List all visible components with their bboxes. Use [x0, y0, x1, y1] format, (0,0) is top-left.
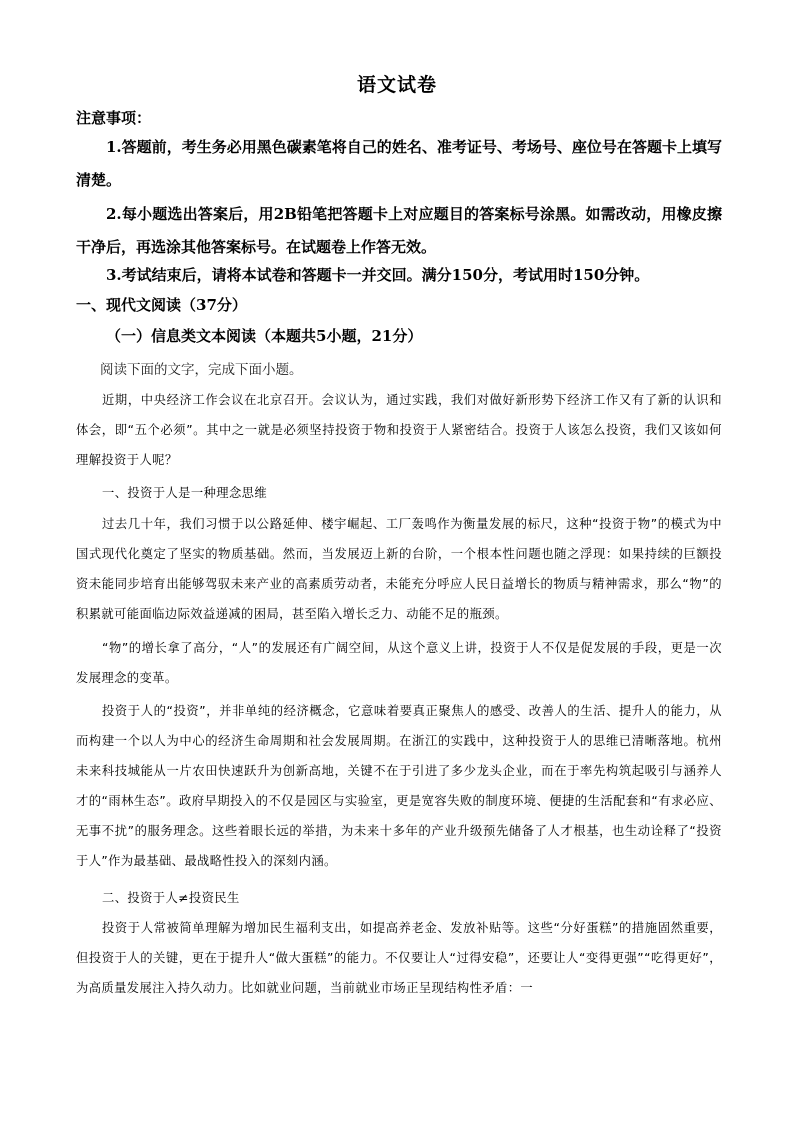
subsection-title: （一）信息类文本阅读（本题共5小题，21分） [106, 327, 423, 345]
article-heading-1: 一、投资于人是一种理念思维 [102, 486, 268, 500]
notice-item-3: 3.考试结束后，请将本试卷和答题卡一并交回。满分150分，考试用时150分钟。 [106, 266, 650, 284]
reading-instruction: 阅读下面的文字，完成下面小题。 [100, 362, 303, 378]
notice-item-1: 1.答题前，考生务必用黑色碳素笔将自己的姓名、准考证号、考场号、座位号在答题卡上填写清楚。 [76, 138, 722, 189]
article-paragraph-1: 近期，中央经济工作会议在北京召开。会议认为，通过实践，我们对做好新形势下经济工作又有了新的认识和体会，即“五个必须”。其中之一就是必须坚持投资于物和投资于人紧密结合。投资于人该怎么投资，我们又该如何理解投资于人呢？ [76, 393, 722, 467]
notice-heading: 注意事项： [76, 109, 152, 127]
article-paragraph-2: 过去几十年，我们习惯于以公路延伸、楼宇崛起、工厂轰鸣作为衡量发展的标尺，这种“投资于物”的模式为中国式现代化奠定了坚实的物质基础。然而，当发展迈上新的台阶，一个根本性问题也随之浮现：如果持续的巨额投资未能同步培育出能够驾驭未来产业的高素质劳动者，未能充分呼应人民日益增长的物质与精神需求，那么“物”的积累就可能面临边际效益递减的困局，甚至陷入增长乏力、动能不足的瓶颈。 [76, 517, 722, 621]
article-paragraph-5: 投资于人常被简单理解为增加民生福利支出，如提高养老金、发放补贴等。这些“分好蛋糕”的措施固然重要，但投资于人的关键，更在于提升人“做大蛋糕”的能力。不仅要让人“过得安稳”，还要让人“变得更强”“吃得更好”，为高质量发展注入持久动力。比如就业问题，当前就业市场正呈现结构性矛盾：一 [76, 921, 722, 995]
page-title: 语文试卷 [356, 74, 437, 96]
article-heading-2: 二、投资于人≠投资民生 [102, 891, 240, 905]
section-title: 一、现代文阅读（37分） [76, 296, 247, 314]
notice-item-2: 2.每小题选出答案后，用2B铅笔把答题卡上对应题目的答案标号涂黑。如需改动，用橡皮擦干净后，再选涂其他答案标号。在试题卷上作答无效。 [76, 205, 722, 256]
article-paragraph-4: 投资于人的“投资”，并非单纯的经济概念，它意味着要真正聚焦人的感受、改善人的生活、提升人的能力，从而构建一个以人为中心的经济生命周期和社会发展周期。在浙江的实践中，这种投资于人的思维已清晰落地。杭州未来科技城能从一片农田快速跃升为创新高地，关键不在于引进了多少龙头企业，而在于率先构筑起吸引与涵养人才的“雨林生态”。政府早期投入的不仅是园区与实验室，更是宽容失败的制度环境、便捷的生活配套和“有求必应、无事不扰”的服务理念。这些着眼长远的举措，为未来十多年的产业升级预先储备了人才根基，也生动诠释了“投资于人”作为最基础、最战略性投入的深刻内涵。 [76, 704, 722, 868]
article-paragraph-3: “物”的增长拿了高分，“人”的发展还有广阔空间，从这个意义上讲，投资于人不仅是促发展的手段，更是一次发展理念的变革。 [76, 641, 722, 685]
